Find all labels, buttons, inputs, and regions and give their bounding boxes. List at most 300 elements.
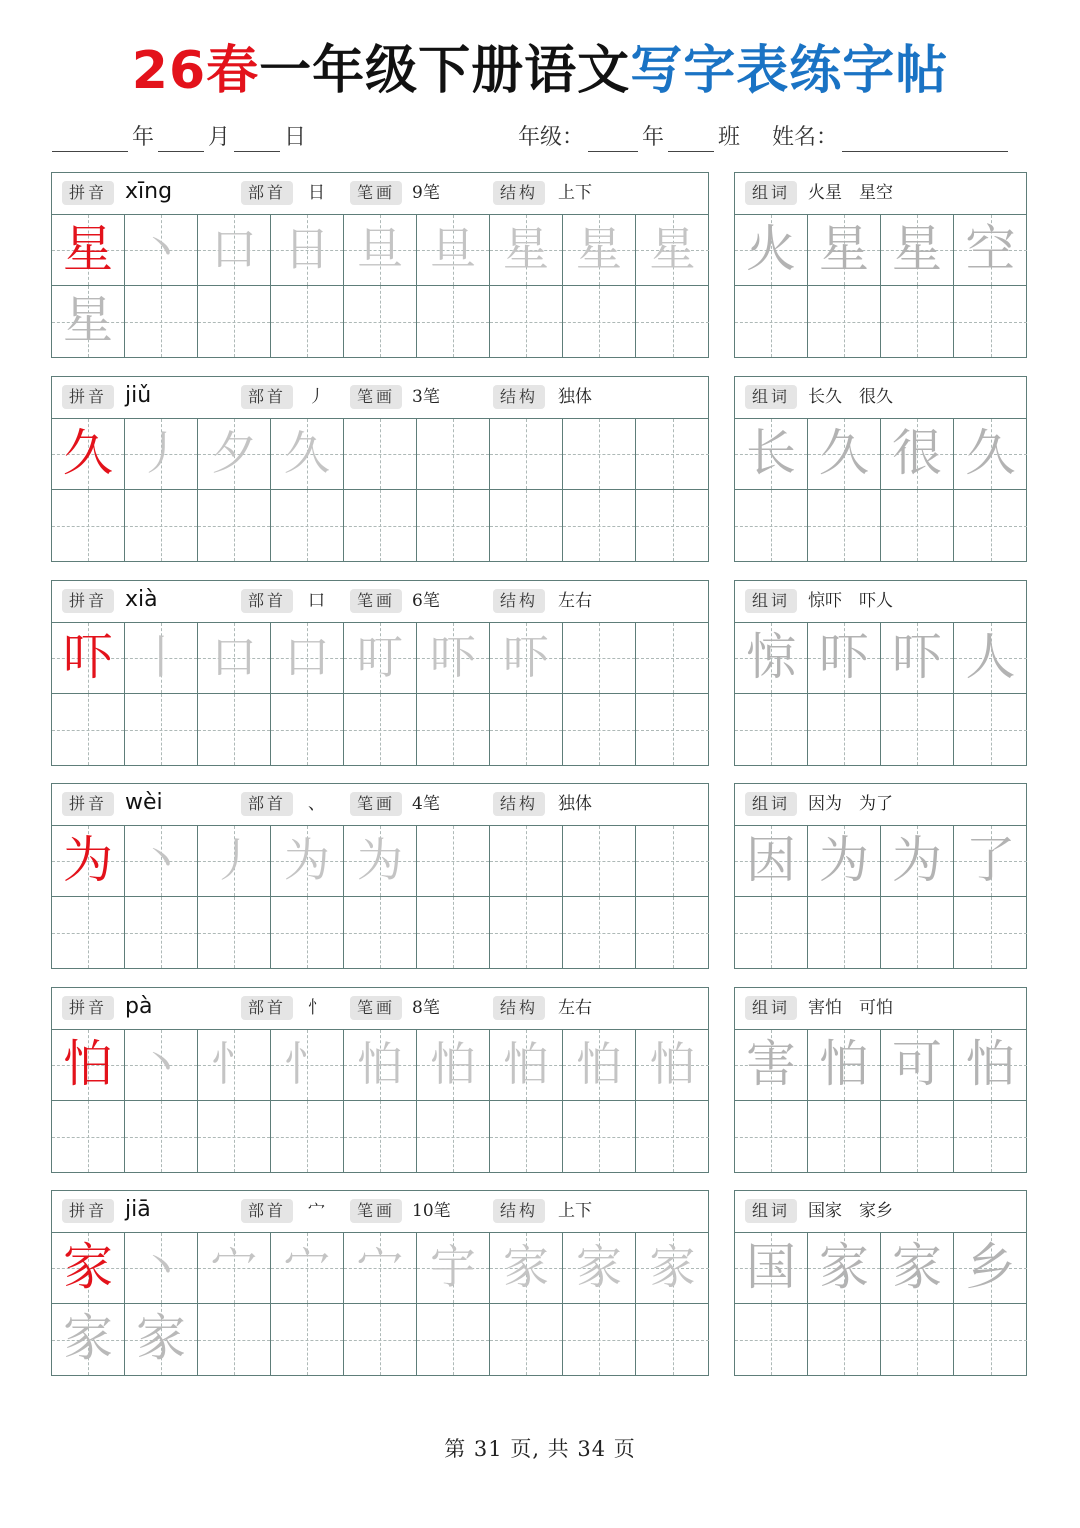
word-writing-cell[interactable] bbox=[808, 490, 881, 561]
word-writing-cell[interactable] bbox=[881, 286, 954, 357]
writing-cell[interactable] bbox=[563, 215, 636, 286]
word-trace-character: 很 bbox=[892, 424, 942, 482]
strokes-label: 笔画 bbox=[350, 1199, 402, 1223]
date-name-line bbox=[52, 120, 1024, 154]
word-writing-cell[interactable] bbox=[881, 1101, 954, 1172]
stroke-step-character: 口 bbox=[211, 222, 257, 276]
stroke-step-character: 为 bbox=[284, 833, 330, 887]
stroke-step-character: 夕 bbox=[211, 426, 257, 480]
writing-cell[interactable] bbox=[344, 694, 417, 765]
structure-value: 上下 bbox=[558, 183, 592, 203]
writing-cell[interactable] bbox=[417, 1233, 490, 1304]
stroke-step-character: 旦 bbox=[430, 222, 476, 276]
writing-cell[interactable] bbox=[271, 826, 344, 897]
writing-cell[interactable] bbox=[417, 286, 490, 357]
writing-cell[interactable] bbox=[636, 897, 709, 968]
radical-value: 日 bbox=[308, 183, 325, 203]
writing-cell[interactable] bbox=[52, 897, 125, 968]
word-writing-cell[interactable] bbox=[881, 826, 954, 897]
word-writing-cell[interactable] bbox=[735, 623, 808, 694]
word-writing-cell[interactable] bbox=[954, 1233, 1027, 1304]
character-info-header bbox=[52, 377, 708, 419]
writing-cell[interactable] bbox=[271, 623, 344, 694]
words-label: 组词 bbox=[745, 996, 797, 1020]
word-writing-cell[interactable] bbox=[881, 215, 954, 286]
stroke-step-character: 家 bbox=[503, 1240, 549, 1294]
model-character: 怕 bbox=[63, 1035, 113, 1093]
writing-cell[interactable] bbox=[52, 826, 125, 897]
structure-value: 上下 bbox=[558, 1201, 592, 1221]
pinyin-value: wèi bbox=[125, 790, 163, 815]
writing-cell[interactable] bbox=[636, 1030, 709, 1101]
writing-cell[interactable] bbox=[563, 1101, 636, 1172]
writing-cell[interactable] bbox=[490, 897, 563, 968]
writing-cell[interactable] bbox=[417, 826, 490, 897]
writing-cell[interactable] bbox=[636, 694, 709, 765]
writing-cell[interactable] bbox=[198, 215, 271, 286]
writing-cell[interactable] bbox=[344, 286, 417, 357]
word-writing-cell[interactable] bbox=[808, 694, 881, 765]
name-label: 姓名： bbox=[772, 125, 839, 150]
writing-cell[interactable] bbox=[417, 1304, 490, 1375]
words-value: 长久 很久 bbox=[808, 387, 893, 407]
strokes-label: 笔画 bbox=[350, 385, 402, 409]
stroke-step-character: 家 bbox=[576, 1240, 622, 1294]
writing-cell[interactable] bbox=[636, 826, 709, 897]
writing-cell[interactable] bbox=[198, 1030, 271, 1101]
writing-cell[interactable] bbox=[52, 1030, 125, 1101]
radical-label: 部首 bbox=[241, 1199, 293, 1223]
character-info-header bbox=[52, 173, 708, 215]
word-writing-cell[interactable] bbox=[808, 1233, 881, 1304]
name-blank[interactable] bbox=[842, 127, 1008, 152]
word-writing-cell[interactable] bbox=[808, 419, 881, 490]
words-label: 组词 bbox=[745, 1199, 797, 1223]
stroke-step-character: 为 bbox=[357, 833, 403, 887]
radical-label: 部首 bbox=[241, 792, 293, 816]
word-writing-cell[interactable] bbox=[954, 286, 1027, 357]
writing-cell[interactable] bbox=[417, 897, 490, 968]
writing-cell[interactable] bbox=[417, 419, 490, 490]
word-trace-character: 怕 bbox=[819, 1035, 869, 1093]
writing-cell[interactable] bbox=[417, 490, 490, 561]
stroke-step-character: 丶 bbox=[138, 833, 184, 887]
writing-cell[interactable] bbox=[271, 490, 344, 561]
word-writing-cell[interactable] bbox=[954, 1101, 1027, 1172]
structure-label: 结构 bbox=[493, 589, 545, 613]
writing-cell[interactable] bbox=[490, 1101, 563, 1172]
grade-year-label: 年 bbox=[642, 125, 665, 150]
writing-cell[interactable] bbox=[198, 419, 271, 490]
writing-cell[interactable] bbox=[563, 419, 636, 490]
word-writing-cell[interactable] bbox=[808, 897, 881, 968]
writing-cell[interactable] bbox=[344, 826, 417, 897]
word-card-header bbox=[735, 1191, 1026, 1233]
writing-cell[interactable] bbox=[490, 419, 563, 490]
writing-cell[interactable] bbox=[344, 1030, 417, 1101]
word-writing-cell[interactable] bbox=[735, 897, 808, 968]
writing-cell[interactable] bbox=[417, 1101, 490, 1172]
writing-cell[interactable] bbox=[344, 1233, 417, 1304]
character-info-header bbox=[52, 581, 708, 623]
word-writing-cell[interactable] bbox=[954, 623, 1027, 694]
writing-cell[interactable] bbox=[563, 1233, 636, 1304]
radical-value: 宀 bbox=[308, 1201, 325, 1221]
word-trace-character: 因 bbox=[746, 831, 796, 889]
stroke-step-character: 口 bbox=[211, 630, 257, 684]
writing-cell[interactable] bbox=[125, 1030, 198, 1101]
writing-cell[interactable] bbox=[271, 1030, 344, 1101]
stroke-step-character: 宀 bbox=[284, 1240, 330, 1294]
trace-character: 星 bbox=[63, 291, 113, 349]
writing-cell[interactable] bbox=[271, 286, 344, 357]
writing-cell[interactable] bbox=[125, 826, 198, 897]
writing-cell[interactable] bbox=[125, 1304, 198, 1375]
grade-blank[interactable] bbox=[588, 127, 638, 152]
word-writing-cell[interactable] bbox=[735, 1030, 808, 1101]
strokes-value: 10笔 bbox=[412, 1201, 451, 1221]
word-writing-cell[interactable] bbox=[735, 286, 808, 357]
practice-row bbox=[51, 376, 1027, 564]
word-writing-grid bbox=[735, 826, 1026, 968]
writing-cell[interactable] bbox=[344, 419, 417, 490]
pinyin-label: 拼音 bbox=[62, 996, 114, 1020]
words-value: 火星 星空 bbox=[808, 183, 893, 203]
word-trace-character: 国 bbox=[746, 1238, 796, 1296]
writing-cell[interactable] bbox=[636, 286, 709, 357]
word-writing-cell[interactable] bbox=[735, 826, 808, 897]
word-writing-grid bbox=[735, 623, 1026, 765]
writing-cell[interactable] bbox=[125, 215, 198, 286]
title-red: 26春 bbox=[131, 41, 260, 101]
writing-cell[interactable] bbox=[636, 623, 709, 694]
model-character: 吓 bbox=[63, 628, 113, 686]
word-writing-cell[interactable] bbox=[735, 694, 808, 765]
practice-row bbox=[51, 783, 1027, 971]
writing-cell[interactable] bbox=[198, 694, 271, 765]
word-writing-cell[interactable] bbox=[735, 1101, 808, 1172]
character-info-header bbox=[52, 1191, 708, 1233]
title-blue: 写字表练字帖 bbox=[630, 41, 949, 101]
structure-label: 结构 bbox=[493, 996, 545, 1020]
word-trace-character: 惊 bbox=[746, 628, 796, 686]
writing-cell[interactable] bbox=[125, 286, 198, 357]
writing-cell[interactable] bbox=[417, 694, 490, 765]
page-footer: 第 31 页, 共 34 页 bbox=[444, 1437, 636, 1461]
writing-cell[interactable] bbox=[636, 215, 709, 286]
writing-cell[interactable] bbox=[490, 1304, 563, 1375]
word-writing-cell[interactable] bbox=[881, 694, 954, 765]
radical-value: 忄 bbox=[308, 998, 325, 1018]
writing-cell[interactable] bbox=[636, 1304, 709, 1375]
writing-cell[interactable] bbox=[563, 623, 636, 694]
stroke-step-character: 忄 bbox=[284, 1037, 330, 1091]
writing-grid bbox=[52, 623, 708, 765]
word-writing-cell[interactable] bbox=[735, 419, 808, 490]
word-writing-cell[interactable] bbox=[808, 1101, 881, 1172]
word-writing-cell[interactable] bbox=[881, 1304, 954, 1375]
word-writing-grid bbox=[735, 1030, 1026, 1172]
strokes-value: 4笔 bbox=[412, 794, 440, 814]
writing-cell[interactable] bbox=[125, 694, 198, 765]
writing-cell[interactable] bbox=[198, 286, 271, 357]
stroke-step-character: 丿 bbox=[138, 426, 184, 480]
strokes-value: 3笔 bbox=[412, 387, 440, 407]
writing-cell[interactable] bbox=[490, 215, 563, 286]
writing-cell[interactable] bbox=[417, 1030, 490, 1101]
writing-cell[interactable] bbox=[636, 419, 709, 490]
writing-cell[interactable] bbox=[636, 1233, 709, 1304]
writing-cell[interactable] bbox=[271, 1304, 344, 1375]
writing-cell[interactable] bbox=[490, 490, 563, 561]
radical-value: 口 bbox=[308, 591, 325, 611]
word-writing-grid bbox=[735, 419, 1026, 561]
stroke-step-character: 星 bbox=[503, 222, 549, 276]
writing-cell[interactable] bbox=[344, 1101, 417, 1172]
writing-cell[interactable] bbox=[125, 490, 198, 561]
writing-cell[interactable] bbox=[344, 1304, 417, 1375]
word-writing-cell[interactable] bbox=[808, 826, 881, 897]
word-writing-cell[interactable] bbox=[881, 419, 954, 490]
stroke-step-character: 丨 bbox=[138, 630, 184, 684]
writing-cell[interactable] bbox=[271, 1233, 344, 1304]
word-trace-character: 怕 bbox=[965, 1035, 1016, 1093]
month-blank[interactable] bbox=[158, 127, 204, 152]
word-card bbox=[734, 172, 1027, 358]
character-card bbox=[51, 580, 709, 766]
writing-cell[interactable] bbox=[344, 897, 417, 968]
writing-cell[interactable] bbox=[52, 1304, 125, 1375]
writing-cell[interactable] bbox=[563, 286, 636, 357]
radical-label: 部首 bbox=[241, 385, 293, 409]
words-value: 惊吓 吓人 bbox=[808, 591, 893, 611]
practice-row bbox=[51, 172, 1027, 360]
stroke-step-character: 叮 bbox=[357, 630, 403, 684]
stroke-step-character: 星 bbox=[649, 222, 696, 276]
writing-grid bbox=[52, 215, 708, 357]
structure-value: 独体 bbox=[558, 794, 592, 814]
word-writing-grid bbox=[735, 1233, 1026, 1375]
character-card bbox=[51, 783, 709, 969]
stroke-step-character: 丶 bbox=[138, 222, 184, 276]
pinyin-label: 拼音 bbox=[62, 181, 114, 205]
writing-cell[interactable] bbox=[52, 215, 125, 286]
practice-row bbox=[51, 1190, 1027, 1378]
character-card bbox=[51, 987, 709, 1173]
stroke-step-character: 怕 bbox=[503, 1037, 549, 1091]
grade-label: 年级： bbox=[518, 125, 585, 150]
writing-cell[interactable] bbox=[52, 623, 125, 694]
writing-cell[interactable] bbox=[563, 1030, 636, 1101]
words-value: 因为 为了 bbox=[808, 794, 893, 814]
word-trace-character: 吓 bbox=[892, 628, 942, 686]
word-writing-cell[interactable] bbox=[735, 490, 808, 561]
stroke-step-character: 怕 bbox=[430, 1037, 476, 1091]
writing-cell[interactable] bbox=[52, 286, 125, 357]
word-writing-cell[interactable] bbox=[735, 1304, 808, 1375]
writing-cell[interactable] bbox=[271, 897, 344, 968]
writing-cell[interactable] bbox=[198, 1233, 271, 1304]
word-writing-cell[interactable] bbox=[954, 1030, 1027, 1101]
stroke-step-character: 宇 bbox=[430, 1240, 476, 1294]
strokes-value: 6笔 bbox=[412, 591, 440, 611]
structure-value: 左右 bbox=[558, 998, 592, 1018]
pinyin-value: pà bbox=[125, 994, 153, 1019]
word-writing-cell[interactable] bbox=[954, 1304, 1027, 1375]
word-writing-cell[interactable] bbox=[954, 826, 1027, 897]
stroke-step-character: 日 bbox=[284, 222, 330, 276]
day-blank[interactable] bbox=[234, 127, 280, 152]
character-card bbox=[51, 172, 709, 358]
strokes-label: 笔画 bbox=[350, 996, 402, 1020]
writing-grid bbox=[52, 419, 708, 561]
word-trace-character: 为 bbox=[819, 831, 869, 889]
strokes-label: 笔画 bbox=[350, 792, 402, 816]
writing-cell[interactable] bbox=[490, 623, 563, 694]
class-label: 班 bbox=[718, 125, 741, 150]
character-card bbox=[51, 376, 709, 562]
word-trace-character: 久 bbox=[965, 424, 1016, 482]
stroke-step-character: 怕 bbox=[357, 1037, 403, 1091]
word-trace-character: 了 bbox=[965, 831, 1016, 889]
writing-cell[interactable] bbox=[344, 215, 417, 286]
words-label: 组词 bbox=[745, 385, 797, 409]
stroke-step-character: 口 bbox=[284, 630, 330, 684]
word-card-header bbox=[735, 173, 1026, 215]
strokes-value: 9笔 bbox=[412, 183, 440, 203]
writing-cell[interactable] bbox=[417, 623, 490, 694]
writing-cell[interactable] bbox=[52, 490, 125, 561]
word-writing-cell[interactable] bbox=[881, 1233, 954, 1304]
writing-cell[interactable] bbox=[52, 1233, 125, 1304]
writing-cell[interactable] bbox=[198, 1304, 271, 1375]
word-card bbox=[734, 580, 1027, 766]
writing-cell[interactable] bbox=[344, 623, 417, 694]
trace-character: 家 bbox=[63, 1309, 113, 1367]
word-writing-cell[interactable] bbox=[954, 694, 1027, 765]
writing-cell[interactable] bbox=[563, 826, 636, 897]
stroke-step-character: 宀 bbox=[211, 1240, 257, 1294]
stroke-step-character: 久 bbox=[284, 426, 330, 480]
writing-grid bbox=[52, 1233, 708, 1375]
writing-cell[interactable] bbox=[271, 419, 344, 490]
pinyin-value: xià bbox=[125, 587, 158, 612]
writing-cell[interactable] bbox=[344, 490, 417, 561]
word-trace-character: 久 bbox=[819, 424, 869, 482]
word-writing-cell[interactable] bbox=[735, 1233, 808, 1304]
structure-label: 结构 bbox=[493, 792, 545, 816]
word-card-header bbox=[735, 581, 1026, 623]
writing-cell[interactable] bbox=[271, 215, 344, 286]
writing-cell[interactable] bbox=[198, 897, 271, 968]
writing-cell[interactable] bbox=[198, 490, 271, 561]
word-writing-cell[interactable] bbox=[954, 419, 1027, 490]
writing-cell[interactable] bbox=[563, 694, 636, 765]
word-writing-cell[interactable] bbox=[808, 286, 881, 357]
writing-cell[interactable] bbox=[636, 490, 709, 561]
writing-cell[interactable] bbox=[125, 419, 198, 490]
word-writing-cell[interactable] bbox=[881, 897, 954, 968]
writing-cell[interactable] bbox=[198, 826, 271, 897]
pinyin-value: jiǔ bbox=[125, 383, 152, 408]
word-writing-cell[interactable] bbox=[881, 490, 954, 561]
radical-label: 部首 bbox=[241, 996, 293, 1020]
structure-label: 结构 bbox=[493, 385, 545, 409]
character-card bbox=[51, 1190, 709, 1376]
writing-cell[interactable] bbox=[52, 419, 125, 490]
radical-label: 部首 bbox=[241, 589, 293, 613]
day-label: 日 bbox=[284, 125, 307, 150]
model-character: 星 bbox=[63, 220, 113, 278]
writing-cell[interactable] bbox=[490, 826, 563, 897]
structure-value: 左右 bbox=[558, 591, 592, 611]
word-writing-cell[interactable] bbox=[735, 215, 808, 286]
word-trace-character: 火 bbox=[746, 220, 796, 278]
word-writing-cell[interactable] bbox=[808, 1304, 881, 1375]
writing-cell[interactable] bbox=[490, 286, 563, 357]
word-writing-cell[interactable] bbox=[808, 215, 881, 286]
word-trace-character: 空 bbox=[965, 220, 1016, 278]
writing-cell[interactable] bbox=[417, 215, 490, 286]
writing-cell[interactable] bbox=[125, 1233, 198, 1304]
writing-cell[interactable] bbox=[271, 1101, 344, 1172]
page-title bbox=[0, 36, 1080, 106]
radical-value: 、 bbox=[308, 794, 325, 814]
word-writing-cell[interactable] bbox=[808, 623, 881, 694]
structure-label: 结构 bbox=[493, 181, 545, 205]
stroke-step-character: 宀 bbox=[357, 1240, 403, 1294]
pinyin-label: 拼音 bbox=[62, 1199, 114, 1223]
word-writing-cell[interactable] bbox=[954, 215, 1027, 286]
class-fields bbox=[514, 120, 1008, 152]
writing-cell[interactable] bbox=[490, 1030, 563, 1101]
words-label: 组词 bbox=[745, 181, 797, 205]
writing-cell[interactable] bbox=[490, 694, 563, 765]
writing-cell[interactable] bbox=[563, 897, 636, 968]
word-writing-cell[interactable] bbox=[954, 490, 1027, 561]
writing-cell[interactable] bbox=[198, 1101, 271, 1172]
word-writing-cell[interactable] bbox=[808, 1030, 881, 1101]
writing-grid bbox=[52, 826, 708, 968]
writing-cell[interactable] bbox=[125, 897, 198, 968]
writing-cell[interactable] bbox=[125, 623, 198, 694]
structure-label: 结构 bbox=[493, 1199, 545, 1223]
pinyin-label: 拼音 bbox=[62, 589, 114, 613]
writing-cell[interactable] bbox=[636, 1101, 709, 1172]
writing-cell[interactable] bbox=[271, 694, 344, 765]
writing-cell[interactable] bbox=[563, 1304, 636, 1375]
stroke-step-character: 吓 bbox=[430, 630, 476, 684]
writing-cell[interactable] bbox=[52, 694, 125, 765]
stroke-step-character: 家 bbox=[649, 1240, 696, 1294]
writing-cell[interactable] bbox=[125, 1101, 198, 1172]
word-card-header bbox=[735, 988, 1026, 1030]
practice-row bbox=[51, 580, 1027, 768]
year-label: 年 bbox=[132, 125, 155, 150]
year-blank[interactable] bbox=[52, 127, 128, 152]
word-writing-cell[interactable] bbox=[881, 1030, 954, 1101]
writing-cell[interactable] bbox=[52, 1101, 125, 1172]
writing-cell[interactable] bbox=[490, 1233, 563, 1304]
writing-cell[interactable] bbox=[563, 490, 636, 561]
word-trace-character: 吓 bbox=[819, 628, 869, 686]
class-blank[interactable] bbox=[668, 127, 714, 152]
word-writing-cell[interactable] bbox=[954, 897, 1027, 968]
word-card-header bbox=[735, 377, 1026, 419]
stroke-step-character: 丿 bbox=[211, 833, 257, 887]
writing-cell[interactable] bbox=[198, 623, 271, 694]
word-writing-cell[interactable] bbox=[881, 623, 954, 694]
